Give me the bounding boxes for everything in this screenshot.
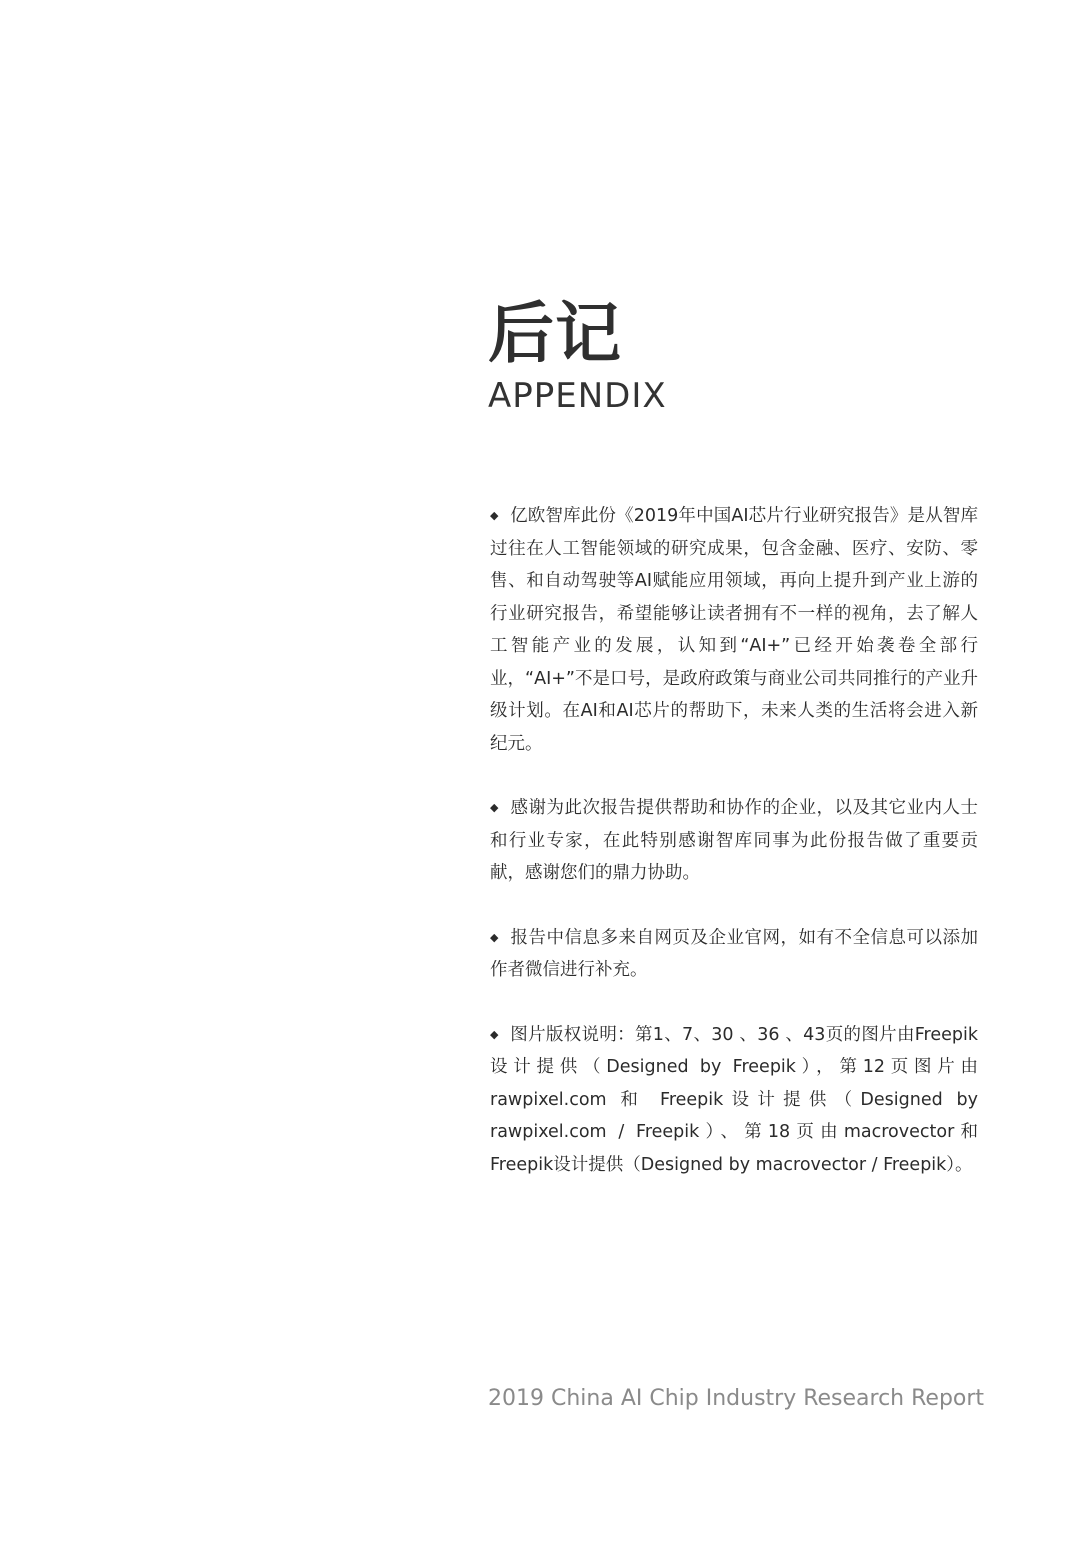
- paragraph-image-credits: [490, 1019, 978, 1182]
- diamond-bullet-icon: ◆: [490, 801, 499, 814]
- paragraph-sources: [490, 922, 978, 987]
- page-title: 后记: [488, 295, 622, 372]
- paragraph-intro: [490, 500, 978, 760]
- paragraph-text: 亿欧智库此份《2019年中国AI芯片行业研究报告》是从智库过往在人工智能领域的研究成果，包含金融、医疗、安防、零售、和自动驾驶等AI赋能应用领域，再向上提升到产业上游的行业研究报告，希望能够让读者拥有不一样的视角，去了解人工智能产业的发展，认知到“AI+”已经开始袭卷全部行业，“AI+”不是口号，是政府政策与商业公司共同推行的产业升级计划。在AI和AI芯片的帮助下，未来人类的生活将会进入新纪元。: [490, 506, 978, 754]
- diamond-bullet-icon: ◆: [490, 930, 499, 944]
- diamond-bullet-icon: ◆: [490, 1027, 499, 1041]
- paragraph-text: 感谢为此次报告提供帮助和协作的企业，以及其它业内人士和行业专家，在此特别感谢智库同事为此份报告做了重要贡献，感谢您们的鼎力协助。: [490, 798, 978, 883]
- diamond-bullet-icon: ◆: [490, 509, 499, 522]
- section-heading: [488, 296, 968, 416]
- appendix-body: [490, 500, 978, 1213]
- paragraph-text: 图片版权说明：第1、7、30 、36 、43页的图片由Freepik设计提供（Designed by Freepik），第12页图片由rawpixel.com 和 Freepik设计提供（Designed by rawpixel.com / Freepik）、第18页由macrovector和Freepik设计提供（Designed by macrovector / Freepik）。: [490, 1024, 978, 1175]
- page-subtitle: APPENDIX: [488, 376, 667, 416]
- report-footer: 2019 China AI Chip Industry Research Report: [488, 1386, 985, 1411]
- paragraph-text: 报告中信息多来自网页及企业官网，如有不全信息可以添加作者微信进行补充。: [490, 927, 978, 980]
- paragraph-thanks: [490, 792, 978, 890]
